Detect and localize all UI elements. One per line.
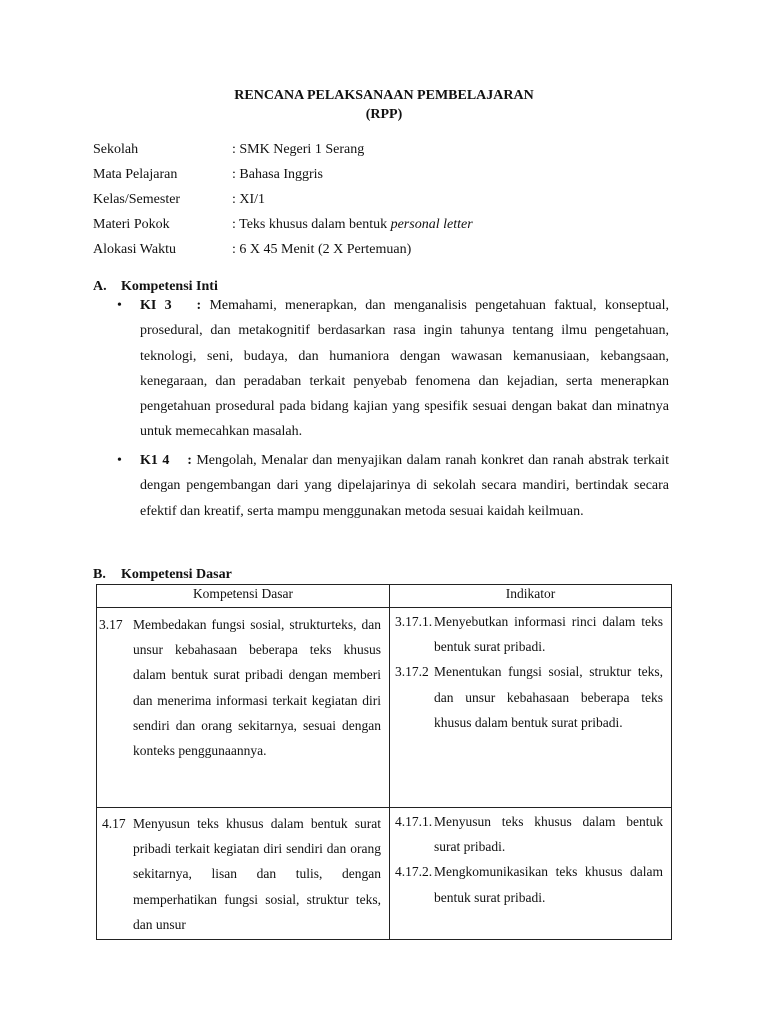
table-row bbox=[97, 608, 672, 808]
indicator-number: 3.17.2 bbox=[395, 664, 429, 680]
ki-text: Mengolah, Menalar dan menyajikan dalam ranah konkret dan ranah abstrak terkait dengan pengembangan dari yang dipelajarinya di sekolah secara mandiri, bertindak secara efektif dan kreatif, serta mampu menggunakan metoda sesuai kaidah keilmuan. bbox=[140, 453, 669, 519]
identity-row-mata-pelajaran bbox=[93, 165, 473, 190]
identity-value-text: : Teks khusus dalam bentuk bbox=[232, 217, 391, 232]
kd-cell bbox=[97, 808, 390, 940]
indicator-text: Menentukan fungsi sosial, struktur teks, dan unsur kebahasaan beberapa teks khusus dalam bentuk surat pribadi. bbox=[434, 664, 663, 730]
indicator-item bbox=[390, 609, 671, 659]
section-letter: A. bbox=[93, 279, 107, 294]
table-header-kd: Kompetensi Dasar bbox=[97, 585, 390, 608]
section-title: Kompetensi Dasar bbox=[121, 567, 232, 582]
identity-label: Alokasi Waktu bbox=[93, 242, 176, 257]
identity-label: Sekolah bbox=[93, 142, 139, 157]
identity-row-sekolah bbox=[93, 140, 473, 165]
identity-row-alokasi-waktu bbox=[93, 240, 473, 265]
ki-body bbox=[140, 448, 669, 524]
indicator-number: 3.17.1. bbox=[395, 614, 433, 629]
identity-value: : SMK Negeri 1 Serang bbox=[232, 142, 365, 157]
identity-value bbox=[232, 215, 473, 235]
kd-number: 3.17 bbox=[99, 617, 123, 632]
indicator-text: Menyusun teks khusus dalam bentuk surat pribadi. bbox=[434, 814, 663, 855]
kd-cell bbox=[97, 608, 390, 808]
indicator-item bbox=[390, 809, 671, 859]
kd-item bbox=[97, 608, 389, 763]
kompetensi-dasar-table bbox=[96, 584, 672, 940]
ki-body bbox=[140, 293, 669, 445]
bullet-icon: • bbox=[117, 453, 122, 468]
identity-value: : 6 X 45 Menit (2 X Pertemuan) bbox=[232, 242, 412, 257]
indicator-text: Menyebutkan informasi rinci dalam teks bentuk surat pribadi. bbox=[434, 614, 663, 655]
indicator-number: 4.17.1. bbox=[395, 814, 433, 829]
kd-text: Menyusun teks khusus dalam bentuk surat pribadi terkait kegiatan diri sendiri dan orang sekitarnya, lisan dan tulis, dengan memperhatikan fungsi sosial, struktur teks, dan unsur bbox=[133, 816, 381, 932]
indicator-cell bbox=[390, 808, 672, 940]
table-row bbox=[97, 808, 672, 940]
identity-value-italic: personal letter bbox=[390, 217, 473, 232]
indicator-cell bbox=[390, 608, 672, 808]
indicator-item bbox=[390, 659, 671, 735]
document-subtitle: (RPP) bbox=[365, 107, 403, 122]
bullet-icon: • bbox=[117, 298, 122, 313]
section-b-heading bbox=[93, 567, 232, 583]
section-letter: B. bbox=[93, 567, 106, 582]
ki-text: Memahami, menerapkan, dan menganalisis pengetahuan faktual, konseptual, prosedural, dan metakognitif berdasarkan rasa ingin tahunya tentang ilmu pengetahuan, teknologi, seni, budaya, dan humaniora dengan wawasan kemanusiaan, kebangsaan, kenegaraan, dan peradaban terkait penyebab fenomena dan kejadian, serta menerapkan pengetahuan prosedural pada bidang kajian yang spesifik sesuai dengan bakat dan minatnya untuk memecahkan masalah. bbox=[140, 298, 670, 440]
ki-item-4 bbox=[117, 448, 669, 524]
table-header-indikator: Indikator bbox=[390, 585, 672, 608]
kd-item bbox=[97, 808, 389, 937]
kd-text: Membedakan fungsi sosial, strukturteks, dan unsur kebahasaan beberapa teks khusus dalam bentuk surat pribadi dengan memberi dan menerima informasi terkait kegiatan diri sendiri dan orang sekitarnya, sesuai dengan konteks penggunaannya. bbox=[133, 617, 381, 759]
ki-label: KI 3 : bbox=[140, 298, 202, 313]
identity-row-materi-pokok bbox=[93, 215, 473, 240]
kd-number: 4.17 bbox=[102, 816, 126, 831]
identity-row-kelas-semester bbox=[93, 190, 473, 215]
indicator-text: Mengkomunikasikan teks khusus dalam bentuk surat pribadi. bbox=[434, 864, 663, 905]
identity-label: Kelas/Semester bbox=[93, 192, 181, 207]
identity-label: Mata Pelajaran bbox=[93, 167, 178, 182]
identity-value: : Bahasa Inggris bbox=[232, 167, 323, 182]
document-title: RENCANA PELAKSANAAN PEMBELAJARAN bbox=[234, 88, 534, 103]
indicator-item bbox=[390, 859, 671, 909]
ki-item-3 bbox=[117, 293, 669, 445]
identity-value: : XI/1 bbox=[232, 192, 266, 207]
ki-label: K1 4 : bbox=[140, 453, 192, 468]
section-title: Kompetensi Inti bbox=[121, 279, 218, 294]
identity-label: Materi Pokok bbox=[93, 217, 170, 232]
table-header-row bbox=[97, 585, 672, 608]
indicator-number: 4.17.2. bbox=[395, 864, 433, 880]
identity-block bbox=[93, 140, 473, 265]
